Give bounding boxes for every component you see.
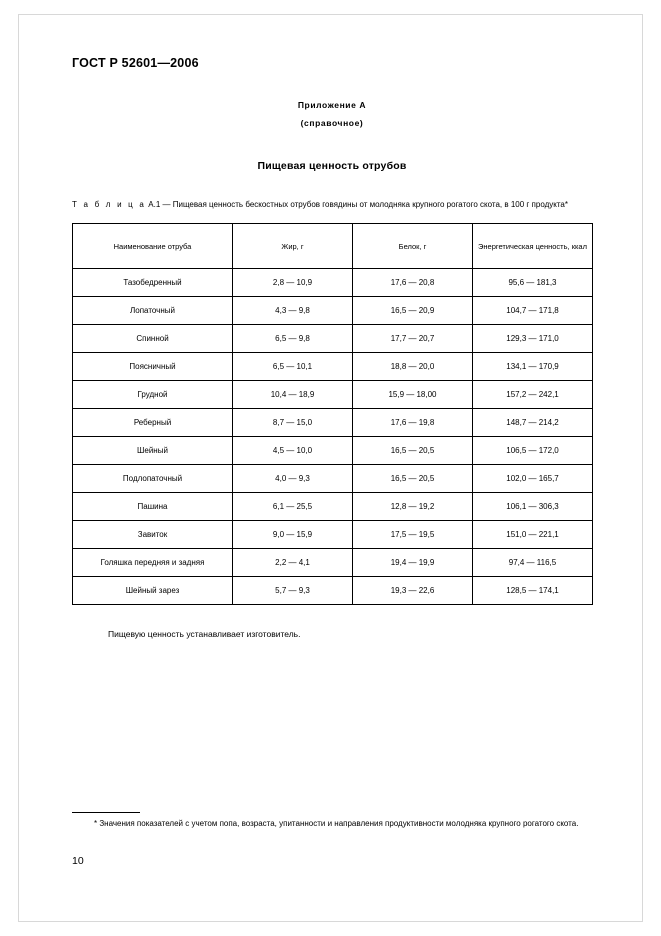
appendix-label: Приложение А [297, 100, 367, 110]
cell-protein: 15,9 — 18,00 [353, 381, 473, 409]
cell-name: Завиток [73, 521, 233, 549]
cell-protein: 17,5 — 19,5 [353, 521, 473, 549]
cell-protein: 16,5 — 20,5 [353, 465, 473, 493]
column-header-energy: Энергетическая ценность, ккал [473, 224, 593, 269]
cell-protein: 17,6 — 19,8 [353, 409, 473, 437]
cell-fat: 5,7 — 9,3 [233, 577, 353, 605]
standard-number: ГОСТ Р 52601—2006 [72, 56, 199, 70]
cell-protein: 16,5 — 20,5 [353, 437, 473, 465]
footnote-divider [72, 812, 140, 813]
page-title: Пищевая ценность отрубов [257, 160, 407, 172]
cell-energy: 95,6 — 181,3 [473, 269, 593, 297]
footnote-text [72, 818, 592, 830]
table-row [73, 381, 593, 409]
table-row [73, 353, 593, 381]
cell-name: Лопаточный [73, 297, 233, 325]
appendix-heading [72, 100, 592, 128]
cell-fat: 4,0 — 9,3 [233, 465, 353, 493]
cell-name: Голяшка передняя и задняя [73, 549, 233, 577]
cell-energy: 129,3 — 171,0 [473, 325, 593, 353]
cell-energy: 106,1 — 306,3 [473, 493, 593, 521]
table-row [73, 577, 593, 605]
table-row [73, 465, 593, 493]
table-row [73, 325, 593, 353]
cell-fat: 2,2 — 4,1 [233, 549, 353, 577]
cell-fat: 2,8 — 10,9 [233, 269, 353, 297]
cell-fat: 4,3 — 9,8 [233, 297, 353, 325]
cell-energy: 104,7 — 171,8 [473, 297, 593, 325]
cell-name: Спинной [73, 325, 233, 353]
cell-fat: 9,0 — 15,9 [233, 521, 353, 549]
table-note: Пищевую ценность устанавливает изготовитель. [108, 629, 301, 639]
table-header-row [73, 224, 593, 269]
cell-energy: 148,7 — 214,2 [473, 409, 593, 437]
page-content [72, 56, 592, 639]
cell-protein: 12,8 — 19,2 [353, 493, 473, 521]
table-caption-key: Т а б л и ц а [72, 200, 147, 209]
cell-name: Поясничный [73, 353, 233, 381]
cell-fat: 6,5 — 10,1 [233, 353, 353, 381]
cell-energy: 106,5 — 172,0 [473, 437, 593, 465]
column-header-protein: Белок, г [353, 224, 473, 269]
table-caption [72, 199, 592, 211]
table-row [73, 297, 593, 325]
cell-name: Тазобедренный [73, 269, 233, 297]
cell-energy: 102,0 — 165,7 [473, 465, 593, 493]
cell-name: Шейный зарез [73, 577, 233, 605]
cell-name: Подлопаточный [73, 465, 233, 493]
cell-protein: 19,4 — 19,9 [353, 549, 473, 577]
cell-fat: 6,5 — 9,8 [233, 325, 353, 353]
page-number: 10 [72, 855, 84, 867]
table-row [73, 269, 593, 297]
cell-protein: 18,8 — 20,0 [353, 353, 473, 381]
cell-energy: 151,0 — 221,1 [473, 521, 593, 549]
cell-energy: 128,5 — 174,1 [473, 577, 593, 605]
column-header-fat: Жир, г [233, 224, 353, 269]
table-row [73, 409, 593, 437]
appendix-type: (справочное) [300, 118, 364, 128]
cell-name: Реберный [73, 409, 233, 437]
nutrition-table [72, 223, 593, 605]
cell-energy: 157,2 — 242,1 [473, 381, 593, 409]
column-header-name: Наименование отруба [73, 224, 233, 269]
table-row [73, 437, 593, 465]
cell-protein: 19,3 — 22,6 [353, 577, 473, 605]
table-row [73, 521, 593, 549]
cell-energy: 97,4 — 116,5 [473, 549, 593, 577]
cell-protein: 17,6 — 20,8 [353, 269, 473, 297]
table-row [73, 549, 593, 577]
cell-protein: 16,5 — 20,9 [353, 297, 473, 325]
cell-fat: 8,7 — 15,0 [233, 409, 353, 437]
cell-name: Пашина [73, 493, 233, 521]
cell-name: Шейный [73, 437, 233, 465]
table-caption-text: А.1 — Пищевая ценность бескостных отрубов говядины от молодняка крупного рогатого скота, в 100 г продукта* [148, 200, 568, 209]
table-row [73, 493, 593, 521]
cell-protein: 17,7 — 20,7 [353, 325, 473, 353]
cell-name: Грудной [73, 381, 233, 409]
cell-energy: 134,1 — 170,9 [473, 353, 593, 381]
cell-fat: 4,5 — 10,0 [233, 437, 353, 465]
footnote-content: * Значения показателей с учетом попа, возраста, упитанности и направления продуктивности молодняка крупного рогатого скота. [94, 819, 579, 828]
cell-fat: 6,1 — 25,5 [233, 493, 353, 521]
cell-fat: 10,4 — 18,9 [233, 381, 353, 409]
